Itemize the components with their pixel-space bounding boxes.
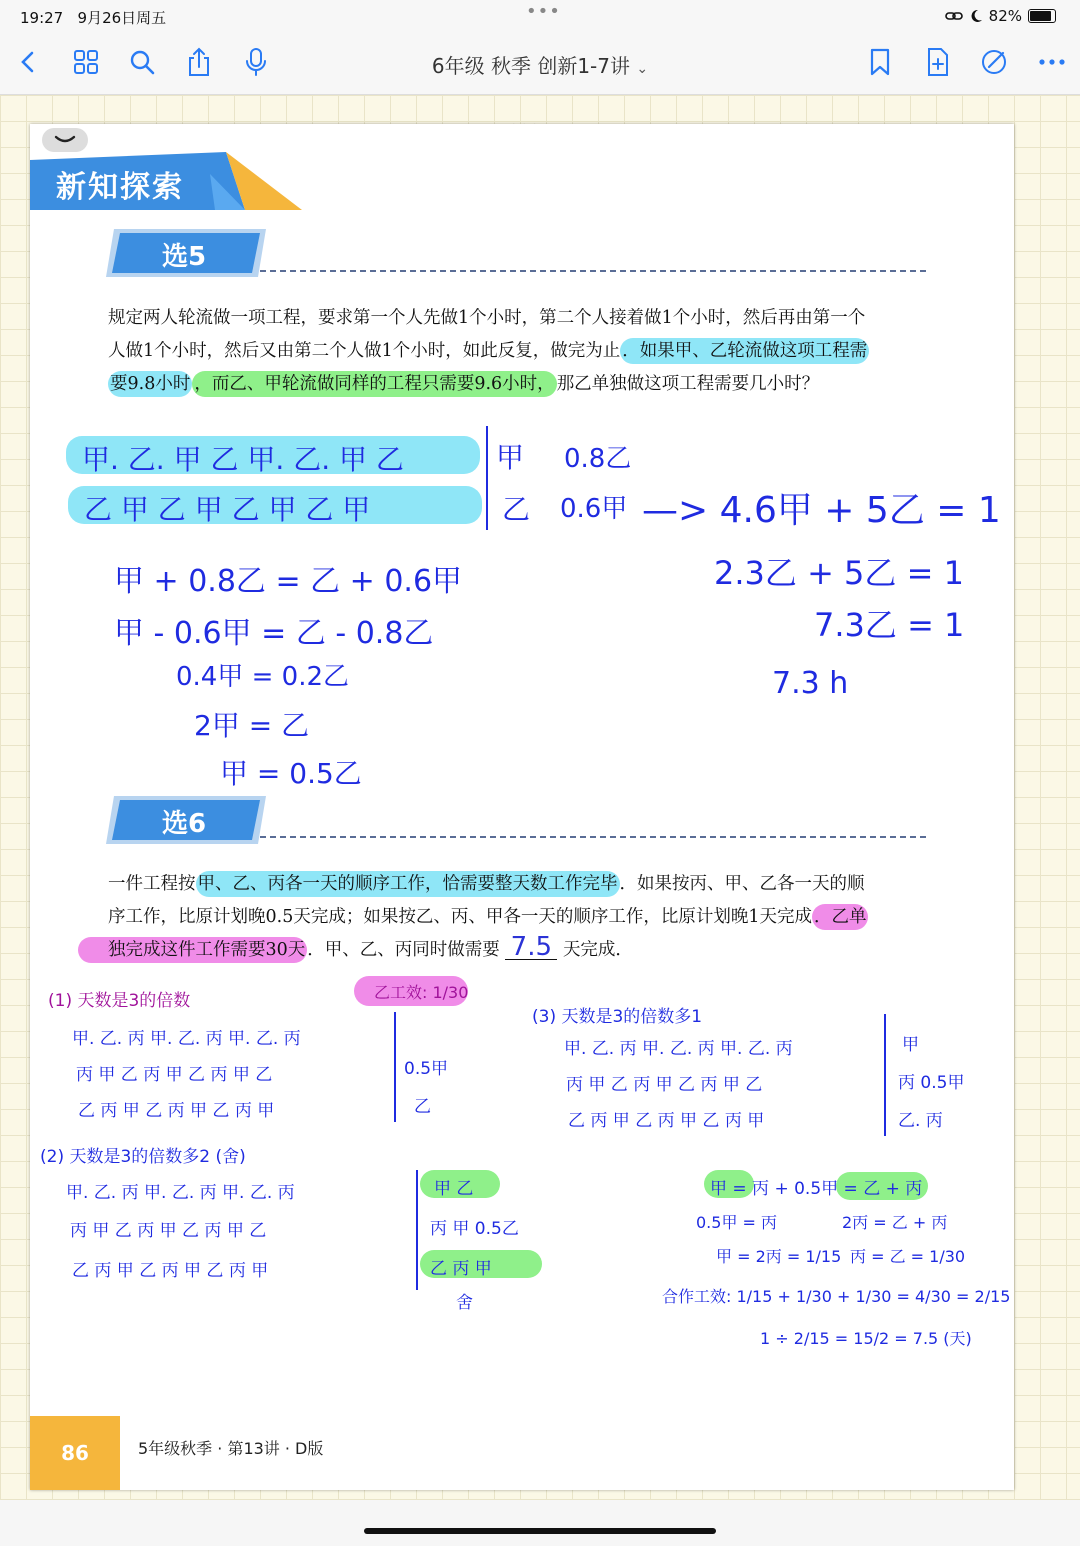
handwriting-case3: (3) 天数是3的倍数多1 [532, 1007, 703, 1027]
handwriting-solution2a: 0.5甲 = 丙 [696, 1213, 778, 1232]
handwriting-yi-efficiency: 乙工效: 1/30 [374, 983, 469, 1002]
handwriting-solution1: 甲 = 丙 + 0.5甲 = 乙 + 丙 [710, 1179, 923, 1199]
more-icon[interactable] [1034, 44, 1070, 80]
handwriting-eq5: 甲 = 0.5乙 [220, 757, 362, 790]
handwriting-case3-r2: 丙 0.5甲 [898, 1073, 965, 1093]
pen-icon[interactable] [976, 44, 1012, 80]
home-indicator[interactable] [364, 1528, 716, 1534]
handwriting-case3-row2: 丙 甲 乙 丙 甲 乙 丙 甲 乙 [566, 1075, 763, 1095]
handwriting-answer: 7.3 h [772, 666, 849, 701]
handwriting-eq1: 甲 + 0.8乙 = 乙 + 0.6甲 [114, 564, 463, 599]
question-tag-6-label: 选6 [162, 809, 207, 839]
handwriting-case2-row2: 丙 甲 乙 丙 甲 乙 丙 甲 乙 [70, 1221, 267, 1241]
answer-blank[interactable]: 7.5 [505, 935, 557, 960]
question-5-text: 规定两人轮流做一项工程，要求第一个人先做1个小时，第二个人接着做1个小时，然后再由第一个 人做1个小时，然后又由第二个人做1个小时，如此反复，做完为止 ．如果甲、乙轮流做这项工程需 要9.8小时 ，而乙、甲轮流做同样的工程只需要9.6小时， 那乙单独做这项工程需要几小时？ [108, 302, 938, 401]
dashed-divider [260, 270, 926, 272]
page-number: 86 [30, 1416, 120, 1490]
handwriting-case2-r3: 乙 丙 甲 [430, 1259, 492, 1279]
link-icon [945, 10, 963, 22]
handwriting-case3-row1: 甲. 乙. 丙 甲. 乙. 丙 甲. 乙. 丙 [564, 1039, 793, 1059]
add-page-icon[interactable] [920, 44, 956, 80]
bookmark-icon[interactable] [862, 44, 898, 80]
divider-stroke [416, 1170, 418, 1290]
status-bar [0, 0, 1080, 32]
collapse-button[interactable] [42, 128, 88, 152]
handwriting-equation: —> 4.6甲 + 5乙 = 1 [642, 490, 1001, 531]
handwriting-case3-r1: 甲 [902, 1035, 919, 1055]
handwriting-case2-row3: 乙 丙 甲 乙 丙 甲 乙 丙 甲 [72, 1261, 269, 1281]
handwriting-case3-r3: 乙. 丙 [898, 1111, 943, 1131]
document-title[interactable]: 6年级 秋季 创新1-7讲 ⌄ [431, 54, 649, 78]
question-6-text: 一件工程按 甲、乙、丙各一天的顺序工作，恰需要整天数工作完毕 ．如果按丙、甲、乙各一天的顺 序工作，比原计划晚0.5天完成；如果按乙、丙、甲各一天的顺序工作，比原计划晚1天完成 ．乙单 独完成这件工作需要30天 ．甲、乙、丙同时做需要 7.5 天完成． [108, 868, 938, 967]
handwriting-case1-row2: 丙 甲 乙 丙 甲 乙 丙 甲 乙 [76, 1065, 273, 1085]
handwriting-case2-row1: 甲. 乙. 丙 甲. 乙. 丙 甲. 乙. 丙 [66, 1183, 295, 1203]
dashed-divider [260, 836, 926, 838]
worksheet-page[interactable] [30, 124, 1014, 1490]
handwriting-case3-row3: 乙 丙 甲 乙 丙 甲 乙 丙 甲 [568, 1111, 765, 1131]
handwriting-r2: 乙 [502, 493, 531, 526]
status-right [945, 7, 1056, 25]
question-tag-5-label: 选5 [162, 242, 207, 272]
handwriting-solution3b: 丙 = 乙 = 1/30 [850, 1247, 966, 1266]
divider-stroke [486, 426, 488, 530]
multitask-dots[interactable]: ••• [526, 1, 561, 22]
handwriting-r1: 甲 [496, 441, 525, 474]
handwriting-right-eq2: 7.3乙 = 1 [814, 606, 965, 644]
handwriting-solution4: 合作工效: 1/15 + 1/30 + 1/30 = 4/30 = 2/15 [662, 1287, 1011, 1306]
handwriting-case1-r1: 0.5甲 [404, 1059, 449, 1079]
handwriting-right-eq1: 2.3乙 + 5乙 = 1 [714, 554, 964, 592]
toolbar [0, 32, 1080, 95]
handwriting-eq4: 2甲 = 乙 [194, 709, 310, 742]
handwriting-solution5: 1 ÷ 2/15 = 15/2 = 7.5 (天) [760, 1329, 972, 1348]
chevron-down-icon[interactable]: ⌄ [636, 61, 649, 77]
chevron-down-icon [42, 128, 88, 152]
divider-stroke [884, 1014, 886, 1136]
status-time: 19:27 9月26日周五 [20, 9, 167, 27]
handwriting-case1-row1: 甲. 乙. 丙 甲. 乙. 丙 甲. 乙. 丙 [72, 1029, 301, 1049]
handwriting-case2: (2) 天数是3的倍数多2 (舍) [40, 1147, 246, 1167]
handwriting-r1-value: 0.8乙 [564, 444, 632, 474]
page-footer: 5年级秋季 · 第13讲 · D版 [138, 1439, 324, 1458]
handwriting-solution2b: 2丙 = 乙 + 丙 [842, 1213, 948, 1232]
battery-percent: 82% [988, 7, 1022, 25]
handwriting-case2-r1: 甲 乙 [434, 1179, 474, 1199]
handwriting-row1: 甲. 乙. 甲 乙 甲. 乙. 甲 乙 [82, 443, 404, 476]
handwriting-case1: (1) 天数是3的倍数 [48, 991, 191, 1011]
handwriting-case2-r4: 舍 [456, 1293, 473, 1313]
moon-icon [969, 9, 983, 23]
handwriting-row2: 乙 甲 乙 甲 乙 甲 乙 甲 [84, 493, 371, 526]
handwriting-case1-r2: 乙 [414, 1097, 431, 1117]
handwriting-solution3a: 甲 = 2丙 = 1/15 [716, 1247, 842, 1266]
divider-stroke [394, 1012, 396, 1122]
section-title: 新知探索 [56, 170, 184, 205]
handwriting-eq3: 0.4甲 = 0.2乙 [176, 662, 350, 692]
battery-icon [1028, 9, 1056, 23]
handwriting-r2-value: 0.6甲 [560, 494, 628, 524]
handwriting-case1-row3: 乙 丙 甲 乙 丙 甲 乙 丙 甲 [78, 1101, 275, 1121]
handwriting-case2-r2: 丙 甲 0.5乙 [430, 1219, 519, 1239]
handwriting-eq2: 甲 - 0.6甲 = 乙 - 0.8乙 [114, 616, 434, 651]
